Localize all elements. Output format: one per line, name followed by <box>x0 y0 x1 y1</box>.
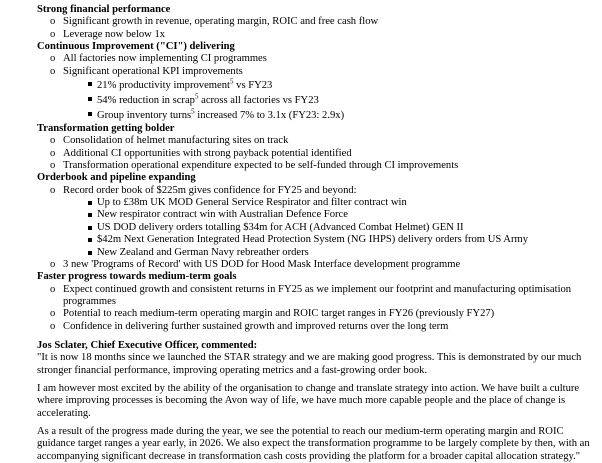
bullet-item: o Transformation operational expenditure expected to be self-funded through CI improvements <box>37 160 596 172</box>
sub-bullet-text: New respirator contract win with Australian Defence Force <box>97 209 348 221</box>
sub-bullet-text: US DOD delivery orders totalling $34m for ACH (Advanced Combat Helmet) GEN II <box>97 221 464 233</box>
sub-bullet-item <box>37 108 596 123</box>
sub-bullet-text-tail: across all factories vs FY23 <box>198 95 319 107</box>
bullet-item: o Potential to reach medium-term operating margin and ROIC target ranges in FY26 (previously FY27) <box>37 308 596 320</box>
footnote-marker: 5 <box>191 107 195 116</box>
sub-bullet-text-tail: vs FY23 <box>233 80 273 92</box>
sub-bullet-item <box>37 222 596 234</box>
bullet-item: o Additional CI opportunities with strong payback potential identified <box>37 148 596 160</box>
sub-bullet-text: 21% productivity improvement <box>97 80 230 92</box>
sub-bullet-item <box>37 93 596 108</box>
bullet-item: o Confidence in delivering further sustained growth and improved returns over the long term <box>37 321 596 333</box>
sub-bullet-text-tail: increased 7% to 3.1x (FY23: 2.9x) <box>194 110 345 122</box>
sub-bullet-item <box>37 247 596 259</box>
section-heading: Faster progress towards medium-term goals <box>37 271 237 283</box>
sub-bullet-item <box>37 209 596 221</box>
sub-bullet-text: Up to £38m UK MOD General Service Respirator and filter contract win <box>97 197 407 209</box>
sub-bullet-text: 54% reduction in scrap <box>97 95 195 107</box>
section-heading: Strong financial performance <box>37 4 171 15</box>
sub-bullet-item <box>37 197 596 209</box>
bullet-item: o Consolidation of helmet manufacturing sites on track <box>37 135 596 147</box>
bullet-item: o All factories now implementing CI programmes <box>37 53 596 65</box>
bullet-item: o Significant operational KPI improvements <box>37 66 596 78</box>
quote-speaker: Jos Sclater, Chief Executive Officer, commented: <box>37 339 258 351</box>
quote-paragraph: As a result of the progress made during the year, we see the potential to reach our medium-term operating margin and ROIC guidance target ranges a year early, in 2026. We also expect the transformation programme to be largely complete by then, with an accompanying significant decrease in transformation cash costs providing the platform for a broader capital allocation strategy." <box>37 425 590 462</box>
section-heading: Continuous Improvement ("CI") delivering <box>37 41 235 53</box>
bullet-item: o Expect continued growth and consistent returns in FY25 as we implement our footprint and manufacturing optimisation programmes <box>37 284 596 309</box>
sub-bullet-text: New Zealand and German Navy rebreather orders <box>97 246 309 258</box>
quote-block <box>37 340 596 463</box>
footnote-marker: 5 <box>230 77 234 86</box>
sections <box>37 4 596 333</box>
bullet-item: o Record order book of $225m gives confidence for FY25 and beyond: <box>37 185 596 197</box>
sub-bullet-item <box>37 78 596 93</box>
bullet-item: o Leverage now below 1x <box>37 29 596 41</box>
section-heading: Orderbook and pipeline expanding <box>37 172 196 184</box>
bullet-item: o Significant growth in revenue, operating margin, ROIC and free cash flow <box>37 16 596 28</box>
sub-bullet-text: $42m Next Generation Integrated Head Protection System (NG IHPS) delivery orders from US Army <box>97 234 529 246</box>
section-heading: Transformation getting bolder <box>37 123 175 135</box>
sub-bullet-text: Group inventory turns <box>97 110 192 122</box>
quote-paragraph: "It is now 18 months since we launched the STAR strategy and we are making good progress. This is demonstrated by our much stronger financial performance, improving operating metrics and a fast-growing order book. <box>37 352 582 376</box>
footnote-marker: 5 <box>194 92 199 101</box>
quote-paragraph: I am however most excited by the ability of the organisation to change and translate strategy into action. We have built a culture where improving processes is becoming the Avon way of life, we have much more capable people and the place of change is accelerating. <box>37 382 580 419</box>
sub-bullet-item <box>37 234 596 246</box>
bullet-item: o 3 new 'Programs of Record' with US DOD for Hood Mask Interface development programme <box>37 259 596 271</box>
